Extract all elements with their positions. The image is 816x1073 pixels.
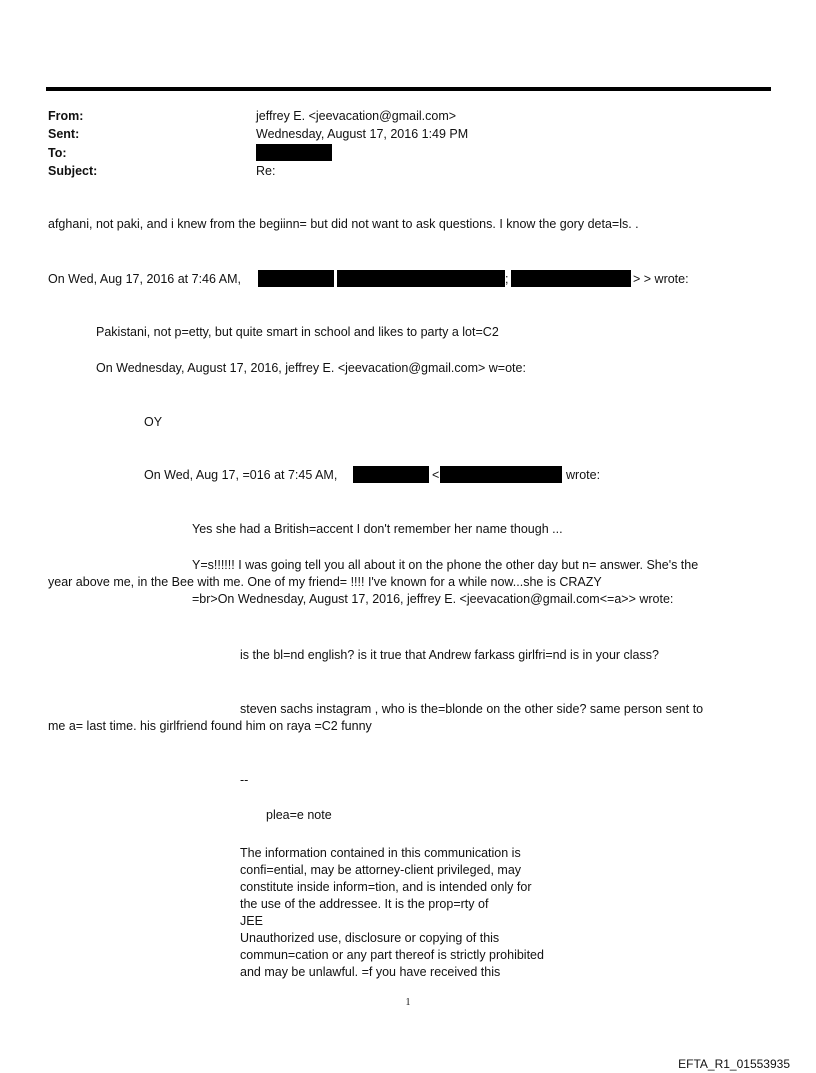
quote4-line-2b: me a= last time. his girlfriend found him on raya =C2 funny [48,719,372,733]
quote2-intro: On Wednesday, August 17, 2016, jeffrey E. <jeevacation@gmail.com> w=ote: [96,361,526,375]
quote4-line-2a: steven sachs instagram , who is the=blonde on the other side? same person sent to [240,702,704,716]
quote3-intro-a: On Wed, Aug 17, =016 at 7:45 AM, [144,468,338,482]
disclaimer-block [240,845,544,981]
quote1-intro-sep: ; [505,272,509,286]
quote1-intro-b: > > wrote: [633,272,689,286]
redaction-name-1 [258,270,334,287]
disclaimer-line: and may be unlawful. =f you have received this [240,965,501,979]
from-label: From: [48,109,84,123]
disclaimer-line: constitute inside inform=tion, and is intended only for [240,880,532,894]
subject-label: Subject: [48,164,98,178]
disclaimer-line: The information contained in this communication is [240,846,521,860]
disclaimer-line: the use of the addressee. It is the prop=rty of [240,897,489,911]
subject-value: Re: [256,164,276,178]
quote3-line-2c: =br>On Wednesday, August 17, 2016, jeffrey E. <jeevacation@gmail.com<=a>> wrote: [192,592,674,606]
disclaimer-line: Unauthorized use, disclosure or copying of this [240,931,500,945]
redaction-to [256,144,332,161]
signature-note: plea=e note [266,808,332,822]
redaction-email-1 [337,270,505,287]
page-number: 1 [405,997,411,1008]
from-value: jeffrey E. <jeevacation@gmail.com> [256,109,457,123]
quote2-line: OY [144,415,163,429]
sent-value: Wednesday, August 17, 2016 1:49 PM [256,127,469,141]
redaction-email-2 [511,270,631,287]
quote1-line: Pakistani, not p=etty, but quite smart in school and likes to party a lot=C2 [96,325,499,339]
disclaimer-line: commun=cation or any part thereof is strictly prohibited [240,948,544,962]
document-id: EFTA_R1_01553935 [678,1057,790,1071]
body-line-1: afghani, not paki, and i knew from the begiinn= but did not want to ask questions. I know the gory deta=ls. . [48,217,639,231]
quote1-intro-a: On Wed, Aug 17, 2016 at 7:46 AM, [48,272,241,286]
quote3-line-2a: Y=s!!!!!! I was going tell you all about it on the phone the other day but n= answer. She's the [192,558,699,572]
quote3-intro-lt: < [432,468,440,482]
quote3-line-2b: year above me, in the Bee with me. One of my friend= !!!! I've known for a while now...she is CRAZY [48,575,602,589]
sent-label: Sent: [48,127,80,141]
header-rule [46,87,771,91]
disclaimer-line: confi=ential, may be attorney-client privileged, may [240,863,522,877]
redaction-name-2 [353,466,429,483]
signature-dash: -- [240,773,249,787]
to-label: To: [48,146,67,160]
quote3-intro-b: wrote: [566,468,601,482]
quote4-line-1: is the bl=nd english? is it true that Andrew farkass girlfri=nd is in your class? [240,648,659,662]
quote3-line-1: Yes she had a British=accent I don't remember her name though ... [192,522,563,536]
disclaimer-line: JEE [240,914,263,928]
redaction-email-3 [440,466,562,483]
